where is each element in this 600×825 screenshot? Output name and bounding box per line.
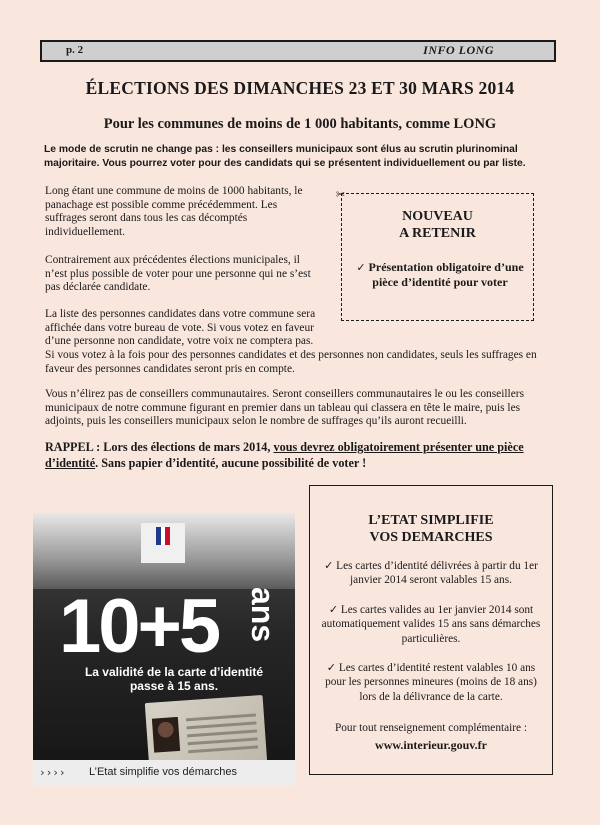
notice-title-line1: NOUVEAU — [402, 209, 473, 224]
header-bar — [40, 40, 556, 62]
rappel-underlined: vous devrez obligatoirement présenter une pièce d’identité — [45, 440, 524, 470]
simplify-item-text: Les cartes valides au 1er janvier 2014 sont automatiquement valides 15 ans sans démarches particulières. — [321, 604, 541, 645]
simplify-box — [309, 485, 553, 775]
poster-footer — [33, 760, 295, 786]
page-title: ÉLECTIONS DES DIMANCHES 23 ET 30 MARS 2014 — [85, 78, 515, 98]
ministry-logo-icon — [141, 523, 185, 563]
paragraph-communautaires: Vous n’élirez pas de conseillers communautaires. Seront conseillers communautaires le ou les conseillers municipaux de notre commune figurant en premier dans un tableau qui classera en tête le maire, puis les adjoints, puis les conseillers municipaux selon le nombre de suffrages qu’ils auront recueilli. — [45, 388, 525, 428]
simplify-title-line1: L’ETAT SIMPLIFIE — [368, 513, 494, 528]
check-icon: ✓ — [326, 661, 336, 674]
simplify-title — [310, 512, 552, 546]
paragraph-candidate-list-b: Si vous votez à la fois pour des personnes candidates et des personnes non candidates, seuls les suffrages en faveur des personnes candidates seront pris en compte. — [45, 349, 537, 375]
notice-title — [342, 208, 533, 242]
notice-item-text: Présentation obligatoire d’une pièce d’identité pour voter — [368, 260, 524, 289]
id-photo — [152, 717, 180, 753]
notice-item — [354, 260, 526, 290]
simplify-item — [318, 559, 544, 588]
notice-title-line2: A RETENIR — [399, 226, 476, 241]
poster-ans: ans — [245, 587, 281, 643]
poster-big-text: 10+5 — [59, 584, 219, 669]
rappel-tail: . Sans papier d’identité, aucune possibilité de voter ! — [95, 456, 367, 470]
intro-paragraph: Le mode de scrutin ne change pas : les conseillers municipaux sont élus au scrutin plurinominal majoritaire. Vous pourrez voter pour des candidats qui se présentent individuellement ou par liste. — [44, 144, 526, 169]
check-icon: ✓ — [356, 261, 366, 274]
notice-box — [341, 193, 534, 321]
paragraph-candidate-list-a: La liste des personnes candidates dans votre commune sera affichée dans votre bureau de vote. Si vous votez en faveur d’une personne non candidate, votre voix ne comptera pas. — [45, 308, 316, 348]
id-card-poster — [33, 513, 295, 786]
chevrons-icon: ›››› — [39, 766, 66, 779]
bulletin-name: INFO LONG — [423, 43, 494, 57]
paragraph-panachage: Long étant une commune de moins de 1000 habitants, le panachage est possible comme précédemment. Les suffrages seront dans tous les cas décomptés individuellement. — [45, 185, 303, 239]
simplify-item — [318, 603, 544, 646]
simplify-title-line2: VOS DEMARCHES — [369, 530, 493, 545]
poster-header — [33, 513, 295, 589]
id-card-lines — [186, 713, 259, 758]
page-subtitle: Pour les communes de moins de 1 000 habitants, comme LONG — [103, 116, 497, 132]
french-flag-icon — [156, 527, 170, 545]
simplify-item-text: Les cartes d’identité restent valables 10 ans pour les personnes mineures (moins de 18 ans) lors de la délivrance de la carte. — [325, 662, 537, 703]
poster-validity-line1: La validité de la carte d’identité — [84, 665, 264, 679]
poster-validity — [71, 665, 277, 693]
simplify-item-text: Les cartes d’identité délivrées à partir du 1er janvier 2014 seront valables 15 ans. — [336, 560, 538, 587]
website-link[interactable]: www.interieur.gouv.fr — [375, 738, 487, 752]
contact-line: Pour tout renseignement complémentaire : — [335, 722, 527, 734]
page-number: p. 2 — [66, 44, 84, 56]
paragraph-non-candidate: Contrairement aux précédentes élections municipales, il n’est plus possible de voter pour une personne qui ne s’est pas déclarée candidate. — [45, 254, 311, 294]
scissors-icon: ✂ — [336, 188, 346, 201]
poster-tagline: L’Etat simplifie vos démarches — [89, 766, 237, 778]
simplify-item — [318, 661, 544, 704]
rappel-lead: RAPPEL : Lors des élections de mars 2014, — [45, 440, 274, 454]
poster-validity-line2: passe à 15 ans. — [129, 679, 219, 693]
check-icon: ✓ — [328, 603, 339, 616]
check-icon: ✓ — [324, 559, 334, 572]
rappel-notice — [45, 439, 557, 471]
